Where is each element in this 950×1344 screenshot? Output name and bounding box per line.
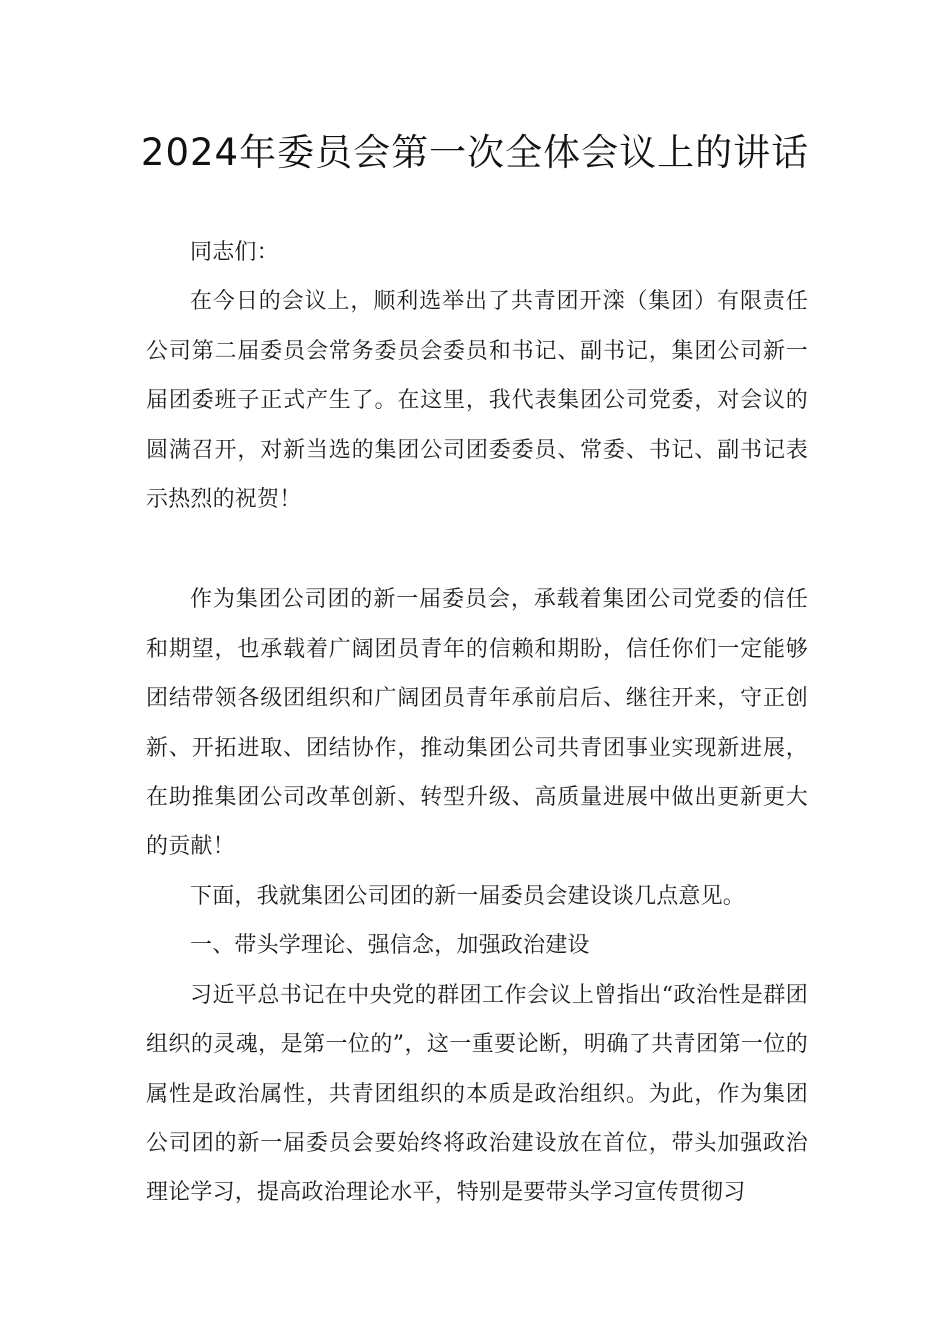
- document-title: 2024年委员会第一次全体会议上的讲话: [140, 131, 810, 174]
- body-paragraph: 习近平总书记在中央党的群团工作会议上曾指出“政治性是群团组织的灵魂，是第一位的”，这一重要论断，明确了共青团第一位的属性是政治属性，共青团组织的本质是政治组织。为此，作为集团公司团的新一届委员会要始终将政治建设放在首位，带头加强政治理论学习，提高政治理论水平，特别是要带头学习宣传贯彻习: [146, 982, 808, 1206]
- paragraph-spacer: [146, 524, 808, 575]
- section-heading: 一、带头学理论、强信念，加强政治建设: [190, 933, 590, 959]
- body-paragraph: 作为集团公司团的新一届委员会，承载着集团公司党委的信任和期望，也承载着广阔团员青年的信赖和期盼，信任你们一定能够团结带领各级团组织和广阔团员青年承前启后、继往开来，守正创新、开拓进取、团结协作，推动集团公司共青团事业实现新进展，在助推集团公司改革创新、转型升级、高质量进展中做出更新更大的贡献！: [146, 587, 808, 860]
- body-paragraph: 下面，我就集团公司团的新一届委员会建设谈几点意见。: [190, 883, 746, 909]
- salutation-paragraph: 同志们：: [190, 240, 279, 265]
- document-body: [146, 228, 808, 1218]
- body-paragraph: 在今日的会议上，顺利选举出了共青团开滦（集团）有限责任公司第二届委员会常务委员会委员和书记、副书记，集团公司新一届团委班子正式产生了。在这里，我代表集团公司党委，对会议的圆满召开，对新当选的集团公司团委委员、常委、书记、副书记表示热烈的祝贺！: [146, 289, 808, 513]
